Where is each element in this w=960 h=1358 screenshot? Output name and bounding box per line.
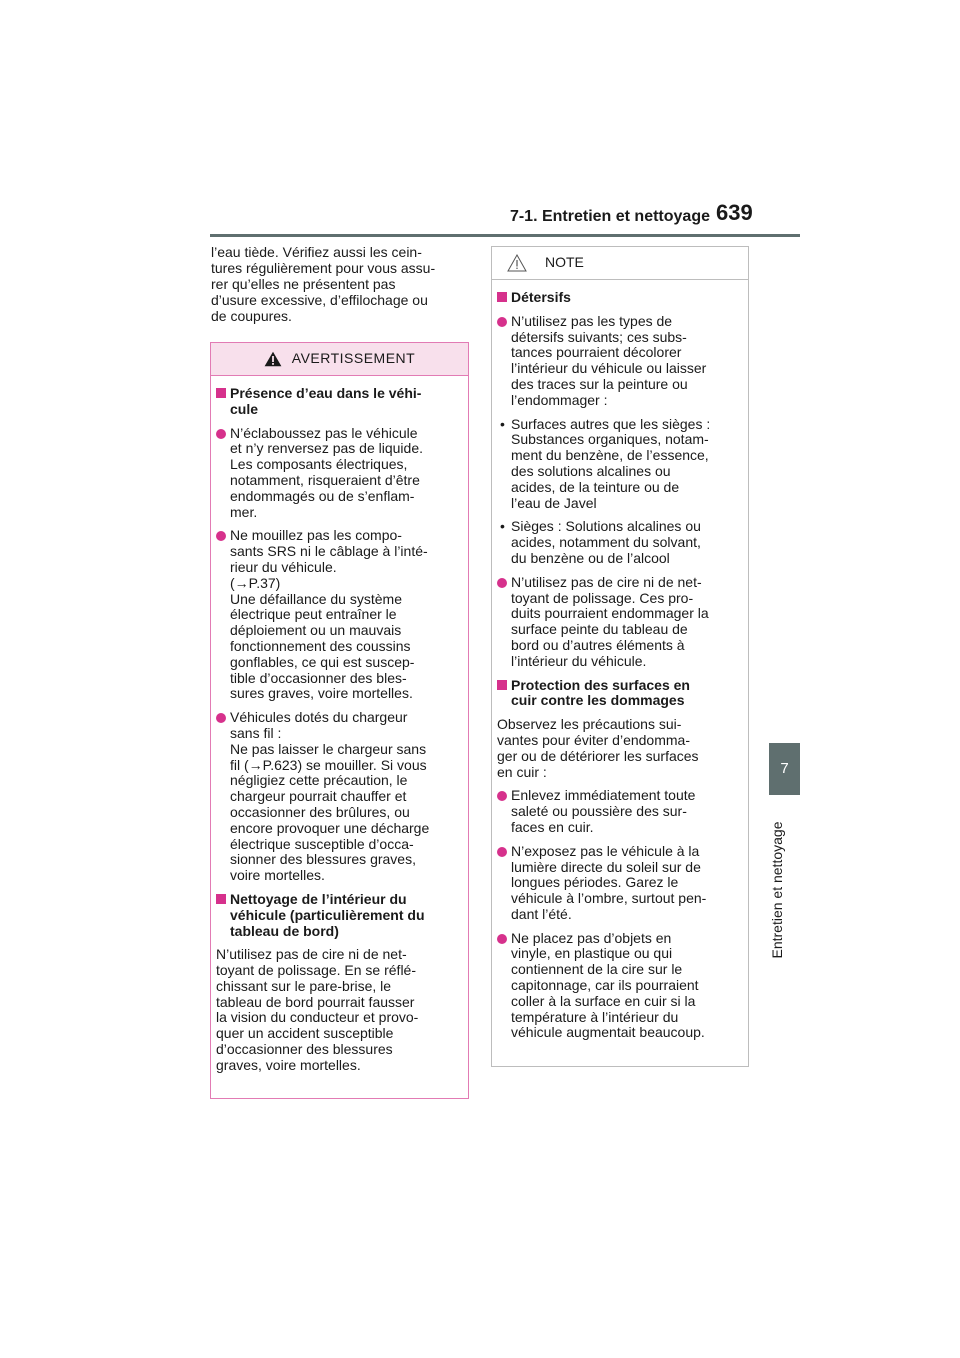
note-section-leather-title: Protection des surfaces en cuir contre les dommages: [511, 676, 690, 709]
sub-list-item: [497, 417, 744, 512]
bullet-dot-icon: [497, 317, 507, 327]
list-item: [497, 314, 744, 409]
bullet-dot-icon: [216, 713, 226, 723]
list-item-text: Ne mouillez pas les compo- sants SRS ni le câblage à l’inté- rieur du véhicule. (→P.37) Une défaillance du système électrique peut entraîner le déploiement ou un mauvais fonctionnement des coussins gonflables, ce qui est suscep- tible d’occasionner des bles- sures graves, voire mortelles.: [230, 527, 428, 702]
bullet-dot-icon: [216, 531, 226, 541]
note-section-leather: [497, 678, 744, 710]
bullet-small-dot-icon: •: [500, 518, 505, 535]
warning-section-paragraph: N’utilisez pas de cire ni de net- toyant de polissage. En se réflé- chissant sur le pare-brise, le tableau de bord pourrait fausser la vision du conducteur et provo- quer un accident susceptible d’occasionner des blessures graves, voire mortelles.: [216, 946, 419, 1073]
list-item: [216, 710, 464, 884]
list-item: [497, 788, 744, 835]
warning-section-interior-cleaning-title: Nettoyage de l’intérieur du véhicule (particulièrement du tableau de bord): [230, 890, 425, 939]
note-box-header: [492, 247, 748, 280]
note-section-paragraph: Observez les précautions sui- vantes pour éviter d’endomma- ger ou de détériorer les surfaces en cuir :: [497, 716, 699, 780]
sub-list-item-text: Surfaces autres que les sièges : Substances organiques, notam- ment du benzène, de l’essence, des solutions alcalines ou acides, de la teinture ou de l’eau de Javel: [511, 415, 711, 511]
list-item-text: N’utilisez pas les types de détersifs suivants; ces subs- tances pourraient décolorer l’intérieur du véhicule ou laisser des traces sur la peinture ou l’endommager :: [511, 312, 707, 408]
list-item: [216, 426, 464, 521]
chapter-tab-label: [757, 800, 797, 980]
list-item-text: Véhicules dotés du chargeur sans fil : Ne pas laisser le chargeur sans fil (→P.623) se mouiller. Si vous négligiez cette précaution, le chargeur pourrait chauffer et occasionner des brûlures, ou encore provoquer une décharge électrique susceptible d’occa- sionner des blessures graves, voire mortelles.: [230, 709, 430, 884]
warning-section-interior-cleaning: [216, 892, 464, 939]
list-item-text: N’utilisez pas de cire ni de net- toyant de polissage. Ces pro- duits pourraient endommager la surface peinte du tableau de bord ou d’autres éléments à l’intérieur du véhicule.: [511, 573, 709, 669]
chapter-tab-label-text: Entretien et nettoyage: [769, 821, 785, 959]
warning-box-title: AVERTISSEMENT: [291, 350, 416, 367]
intro-paragraph: l’eau tiède. Vérifiez aussi les cein- tures régulièrement pour vous assu- rer qu’elles ne présentent pas d’usure excessive, d’effilochage ou de coupures.: [211, 244, 436, 324]
chapter-tab: 7: [769, 743, 800, 795]
warning-section-water-title: Présence d’eau dans le véhi- cule: [230, 385, 422, 417]
list-item-text: Ne placez pas d’objets en vinyle, en plastique ou qui contiennent de la cire sur le capitonnage, car ils pourraient coller à la surface en cuir si la température à l’intérieur du véhicule augmentait beaucoup.: [511, 929, 705, 1041]
bullet-dot-icon: [216, 429, 226, 439]
list-item: [216, 528, 464, 702]
warning-box: [210, 342, 469, 1099]
section-square-icon: [497, 292, 507, 302]
note-section-detergents: [497, 290, 744, 306]
bullet-dot-icon: [497, 578, 507, 588]
header-rule: [210, 234, 800, 237]
list-item-text: N’éclaboussez pas le véhicule et n’y renversez pas de liquide. Les composants électriques, notamment, risqueraient d’être endommagés ou de s’enflam- mer.: [230, 424, 423, 520]
bullet-dot-icon: [497, 934, 507, 944]
note-box-title: NOTE: [545, 254, 584, 271]
bullet-dot-icon: [497, 791, 507, 801]
warning-section-water: [216, 386, 464, 418]
sub-list-item-text: Sièges : Solutions alcalines ou acides, notamment du solvant, du benzène ou de l’alcool: [511, 518, 701, 566]
sub-list-item: [497, 519, 744, 566]
list-item-text: N’exposez pas le véhicule à la lumière directe du soleil sur de longues périodes. Garez le véhicule à l’ombre, surtout pen- dant l’été.: [511, 842, 707, 922]
note-section-detergents-title: Détersifs: [511, 289, 571, 305]
list-item: [497, 575, 744, 670]
caution-triangle-icon: [507, 254, 527, 272]
list-item-text: Enlevez immédiatement toute saleté ou poussière des sur- faces en cuir.: [511, 787, 696, 835]
note-box: [491, 246, 749, 1067]
section-title: 7-1. Entretien et nettoyage: [509, 208, 710, 225]
list-item: [497, 844, 744, 923]
bullet-small-dot-icon: •: [500, 415, 505, 432]
warning-triangle-icon: [264, 351, 282, 367]
bullet-dot-icon: [497, 847, 507, 857]
section-square-icon: [216, 894, 226, 904]
warning-box-header: [211, 343, 468, 376]
list-item: [497, 931, 744, 1042]
page-number: 639: [716, 200, 753, 225]
section-square-icon: [497, 680, 507, 690]
section-square-icon: [216, 388, 226, 398]
